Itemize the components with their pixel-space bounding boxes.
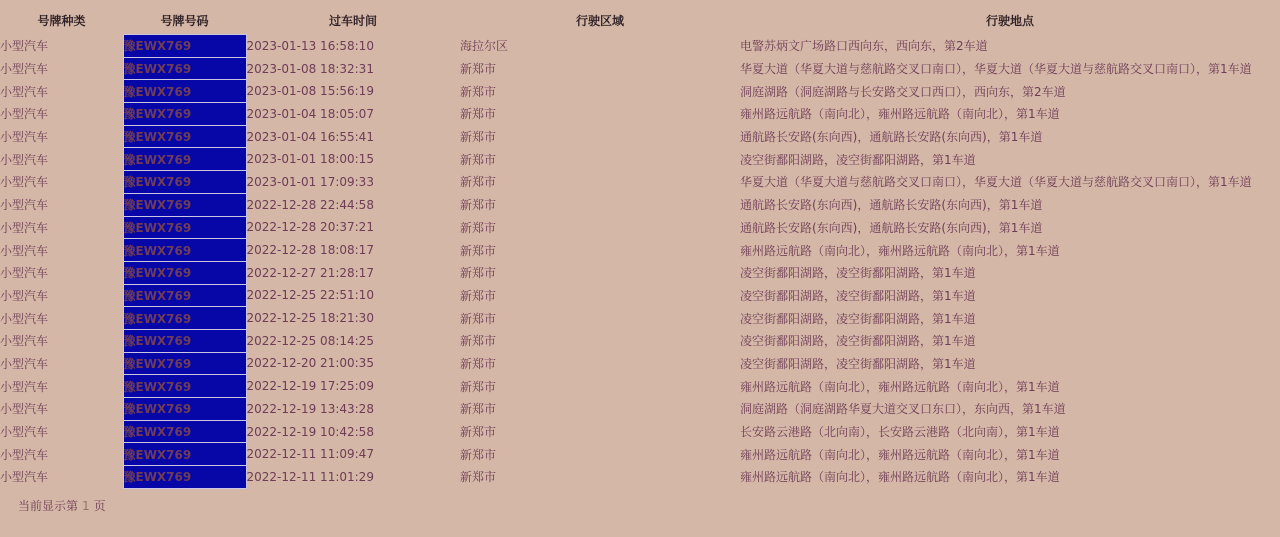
location-cell: 凌空街鄱阳湖路，凌空街鄱阳湖路，第1车道 — [740, 288, 976, 303]
region-cell: 海拉尔区 — [460, 39, 509, 54]
location-cell: 通航路长安路(东向西)，通航路长安路(东向西)，第1车道 — [740, 130, 1043, 145]
plate-no-cell: 豫EWX769 — [123, 239, 246, 262]
pass-time-cell: 2022-12-28 20:37:21 — [246, 220, 374, 235]
col-header-location: 行驶地点 — [985, 13, 1034, 28]
plate-no-cell: 豫EWX769 — [123, 420, 246, 443]
location-cell: 雍州路远航路（南向北），雍州路远航路（南向北），第1车道 — [740, 379, 1060, 394]
plate-no-cell: 豫EWX769 — [123, 80, 246, 103]
region-cell: 新郑市 — [460, 311, 497, 326]
location-cell: 凌空街鄱阳湖路，凌空街鄱阳湖路，第1车道 — [740, 266, 976, 281]
plate-type-cell: 小型汽车 — [0, 379, 49, 394]
plate-type-cell: 小型汽车 — [0, 175, 49, 190]
plate-type-cell: 小型汽车 — [0, 107, 49, 122]
pass-time-cell: 2022-12-11 11:01:29 — [246, 469, 374, 484]
location-cell: 通航路长安路(东向西)，通航路长安路(东向西)，第1车道 — [740, 198, 1043, 213]
plate-no-cell: 豫EWX769 — [123, 375, 246, 398]
table-row — [0, 261, 1280, 284]
plate-no-cell: 豫EWX769 — [123, 307, 246, 330]
region-cell: 新郑市 — [460, 266, 497, 281]
col-header-plate-no: 号牌号码 — [160, 13, 209, 28]
pass-time-cell: 2022-12-25 22:51:10 — [246, 288, 374, 303]
region-cell: 新郑市 — [460, 288, 497, 303]
location-cell: 雍州路远航路（南向北），雍州路远航路（南向北），第1车道 — [740, 243, 1060, 258]
location-cell: 华夏大道（华夏大道与慈航路交叉口南口），华夏大道（华夏大道与慈航路交叉口南口），第1车道 — [740, 175, 1252, 190]
location-cell: 电警苏炳文广场路口西向东，西向东，第2车道 — [740, 39, 988, 54]
region-cell: 新郑市 — [460, 425, 497, 440]
plate-type-cell: 小型汽车 — [0, 447, 49, 462]
location-cell: 华夏大道（华夏大道与慈航路交叉口南口），华夏大道（华夏大道与慈航路交叉口南口），第1车道 — [740, 62, 1252, 77]
pass-time-cell: 2022-12-20 21:00:35 — [246, 356, 374, 371]
location-cell: 凌空街鄱阳湖路，凌空街鄱阳湖路，第1车道 — [740, 152, 976, 167]
pass-time-cell: 2022-12-27 21:28:17 — [246, 265, 374, 280]
region-cell: 新郑市 — [460, 334, 497, 349]
region-cell: 新郑市 — [460, 470, 497, 485]
table-row — [0, 239, 1280, 262]
region-cell: 新郑市 — [460, 402, 497, 417]
pass-time-cell: 2022-12-25 18:21:30 — [246, 311, 374, 326]
location-cell: 雍州路远航路（南向北），雍州路远航路（南向北），第1车道 — [740, 447, 1060, 462]
plate-type-cell: 小型汽车 — [0, 198, 49, 213]
plate-type-cell: 小型汽车 — [0, 39, 49, 54]
plate-type-cell: 小型汽车 — [0, 62, 49, 77]
pass-time-cell: 2022-12-11 11:09:47 — [246, 447, 374, 462]
plate-type-cell: 小型汽车 — [0, 152, 49, 167]
pass-time-cell: 2023-01-08 18:32:31 — [246, 61, 374, 76]
region-cell: 新郑市 — [460, 220, 497, 235]
plate-no-cell: 豫EWX769 — [123, 398, 246, 421]
plate-type-cell: 小型汽车 — [0, 288, 49, 303]
table-row — [0, 35, 1280, 58]
table-row — [0, 443, 1280, 466]
plate-type-cell: 小型汽车 — [0, 243, 49, 258]
vehicle-pass-records-table — [0, 6, 1280, 489]
pass-time-cell: 2022-12-19 10:42:58 — [246, 424, 374, 439]
table-row — [0, 307, 1280, 330]
plate-type-cell: 小型汽车 — [0, 470, 49, 485]
table-row — [0, 284, 1280, 307]
plate-type-cell: 小型汽车 — [0, 425, 49, 440]
plate-no-cell: 豫EWX769 — [123, 103, 246, 126]
plate-type-cell: 小型汽车 — [0, 402, 49, 417]
plate-no-cell: 豫EWX769 — [123, 216, 246, 239]
region-cell: 新郑市 — [460, 356, 497, 371]
plate-no-cell: 豫EWX769 — [123, 261, 246, 284]
plate-type-cell: 小型汽车 — [0, 220, 49, 235]
region-cell: 新郑市 — [460, 84, 497, 99]
plate-type-cell: 小型汽车 — [0, 311, 49, 326]
pass-time-cell: 2023-01-08 15:56:19 — [246, 84, 374, 99]
table-row — [0, 398, 1280, 421]
region-cell: 新郑市 — [460, 175, 497, 190]
pass-time-cell: 2023-01-01 18:00:15 — [246, 152, 374, 167]
region-cell: 新郑市 — [460, 62, 497, 77]
pagination-prefix: 当前显示第 — [18, 498, 79, 513]
pass-time-cell: 2023-01-13 16:58:10 — [246, 38, 374, 53]
plate-no-cell: 豫EWX769 — [123, 352, 246, 375]
table-row — [0, 375, 1280, 398]
pass-time-cell: 2022-12-25 08:14:25 — [246, 333, 374, 348]
location-cell: 洞庭湖路（洞庭湖路与长安路交叉口西口），西向东，第2车道 — [740, 84, 1066, 99]
pagination-status — [18, 497, 1280, 514]
plate-no-cell: 豫EWX769 — [123, 171, 246, 194]
table-row — [0, 148, 1280, 171]
location-cell: 雍州路远航路（南向北），雍州路远航路（南向北），第1车道 — [740, 470, 1060, 485]
table-row — [0, 329, 1280, 352]
table-row — [0, 352, 1280, 375]
plate-no-cell: 豫EWX769 — [123, 466, 246, 489]
region-cell: 新郑市 — [460, 130, 497, 145]
pagination-suffix: 页 — [93, 498, 106, 513]
records-table-body — [0, 35, 1280, 489]
region-cell: 新郑市 — [460, 379, 497, 394]
location-cell: 凌空街鄱阳湖路，凌空街鄱阳湖路，第1车道 — [740, 311, 976, 326]
plate-type-cell: 小型汽车 — [0, 84, 49, 99]
plate-type-cell: 小型汽车 — [0, 130, 49, 145]
col-header-pass-time: 过车时间 — [328, 13, 377, 28]
pass-time-cell: 2022-12-28 22:44:58 — [246, 197, 374, 212]
plate-no-cell: 豫EWX769 — [123, 35, 246, 58]
table-row — [0, 80, 1280, 103]
table-row — [0, 125, 1280, 148]
table-row — [0, 216, 1280, 239]
table-row — [0, 420, 1280, 443]
location-cell: 通航路长安路(东向西)，通航路长安路(东向西)，第1车道 — [740, 220, 1043, 235]
plate-no-cell: 豫EWX769 — [123, 193, 246, 216]
plate-type-cell: 小型汽车 — [0, 334, 49, 349]
plate-no-cell: 豫EWX769 — [123, 148, 246, 171]
region-cell: 新郑市 — [460, 107, 497, 122]
pass-time-cell: 2022-12-28 18:08:17 — [246, 243, 374, 258]
col-header-plate-type: 号牌种类 — [37, 13, 86, 28]
plate-no-cell: 豫EWX769 — [123, 329, 246, 352]
region-cell: 新郑市 — [460, 198, 497, 213]
plate-no-cell: 豫EWX769 — [123, 443, 246, 466]
plate-type-cell: 小型汽车 — [0, 266, 49, 281]
region-cell: 新郑市 — [460, 447, 497, 462]
pass-time-cell: 2023-01-01 17:09:33 — [246, 174, 374, 189]
location-cell: 雍州路远航路（南向北），雍州路远航路（南向北），第1车道 — [740, 107, 1060, 122]
plate-type-cell: 小型汽车 — [0, 356, 49, 371]
col-header-region: 行驶区域 — [575, 13, 624, 28]
plate-no-cell: 豫EWX769 — [123, 125, 246, 148]
location-cell: 凌空街鄱阳湖路，凌空街鄱阳湖路，第1车道 — [740, 334, 976, 349]
current-page-number: 1 — [82, 498, 90, 513]
region-cell: 新郑市 — [460, 152, 497, 167]
table-row — [0, 466, 1280, 489]
table-row — [0, 57, 1280, 80]
table-header-row — [0, 6, 1280, 35]
plate-no-cell: 豫EWX769 — [123, 284, 246, 307]
table-row — [0, 103, 1280, 126]
pass-time-cell: 2023-01-04 18:05:07 — [246, 106, 374, 121]
location-cell: 长安路云港路（北向南），长安路云港路（北向南），第1车道 — [740, 425, 1060, 440]
pass-time-cell: 2022-12-19 13:43:28 — [246, 401, 374, 416]
location-cell: 凌空街鄱阳湖路，凌空街鄱阳湖路，第1车道 — [740, 356, 976, 371]
pass-time-cell: 2023-01-04 16:55:41 — [246, 129, 374, 144]
table-row — [0, 193, 1280, 216]
table-row — [0, 171, 1280, 194]
plate-no-cell: 豫EWX769 — [123, 57, 246, 80]
pass-time-cell: 2022-12-19 17:25:09 — [246, 379, 374, 394]
location-cell: 洞庭湖路（洞庭湖路华夏大道交叉口东口），东向西，第1车道 — [740, 402, 1066, 417]
region-cell: 新郑市 — [460, 243, 497, 258]
